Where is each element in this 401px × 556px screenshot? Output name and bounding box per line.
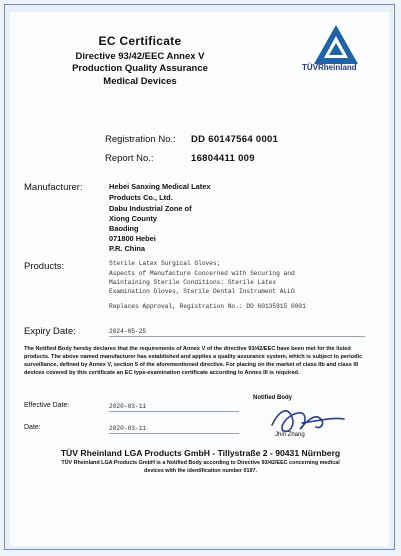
- manufacturer-line: Products Co., Ltd.: [109, 193, 173, 202]
- registration-label: Registration No.:: [105, 134, 176, 145]
- notified-body-label: Notified Body: [253, 395, 292, 401]
- manufacturer-label: Manufacturer:: [24, 182, 83, 193]
- expiry-label: Expiry Date:: [24, 326, 76, 337]
- assurance-line: Production Quality Assurance: [72, 63, 208, 74]
- product-line: Aspects of Manufacture Concerned with Securing and: [109, 270, 295, 277]
- date-divider: [109, 433, 239, 434]
- effective-divider: [109, 411, 239, 412]
- effective-date-label: Effective Date:: [24, 402, 70, 409]
- report-value: 16804411 009: [191, 153, 255, 164]
- footer-company: TÜV Rheinland LGA Products GmbH - Tillystraße 2 - 90431 Nürnberg: [60, 448, 341, 458]
- signer-name: Jhin Zhang: [275, 432, 305, 438]
- manufacturer-line: Xiong County: [109, 214, 158, 223]
- tuv-triangle-logo-icon: [313, 24, 359, 66]
- product-line: Examination Gloves, Sterile Dental Instrument ALLO: [109, 288, 295, 295]
- manufacturer-line: P.R. China: [109, 244, 146, 253]
- registration-value: DD 60147564 0001: [191, 134, 279, 145]
- manufacturer-line: Dabu Industrial Zone of: [109, 204, 192, 213]
- effective-date-value: 2020-03-11: [109, 403, 147, 410]
- directive-line: Directive 93/42/EEC Annex V: [75, 51, 205, 62]
- expiry-value: 2024-05-25: [109, 328, 147, 335]
- manufacturer-line: Baoding: [109, 224, 139, 233]
- declaration-statement: The Notified Body hereby declares that the requirements of Annex V of the directive 93/42/EEC have been met for the listed products. The above named manufacturer has established and applies a quality assurance system, which is subject to periodic surveillance, defined by Annex V, section 5 of the aforementioned directive. For placing on the market of class IIb and class III devices covered by this certificate an EC type-examination certificate according to Annex III is required.: [24, 346, 363, 376]
- manufacturer-line: 071800 Hebei: [109, 234, 156, 243]
- tuv-brand-text: TÜVRheinland: [302, 63, 357, 72]
- replaces-approval-line: Replaces Approval, Registration No.: DD 60135915 0001: [109, 303, 306, 310]
- certificate-title: EC Certificate: [98, 34, 182, 48]
- products-label: Products:: [24, 261, 65, 272]
- report-label: Report No.:: [105, 153, 154, 164]
- manufacturer-line: Hebei Sanxing Medical Latex: [109, 182, 211, 191]
- date-value: 2020-03-11: [109, 425, 147, 432]
- date-label: Date:: [24, 424, 41, 431]
- product-line: Sterile Latex Surgical Gloves;: [109, 260, 221, 267]
- footer-note: TÜV Rheinland LGA Products GmbH is a Notified Body according to Directive 93/42/EEC concerning medical devices with the identification number 0197.: [61, 460, 340, 474]
- product-line: Maintaining Sterile Conditions: Sterile Latex: [109, 279, 277, 286]
- expiry-divider: [109, 336, 365, 337]
- devices-line: Medical Devices: [103, 76, 177, 87]
